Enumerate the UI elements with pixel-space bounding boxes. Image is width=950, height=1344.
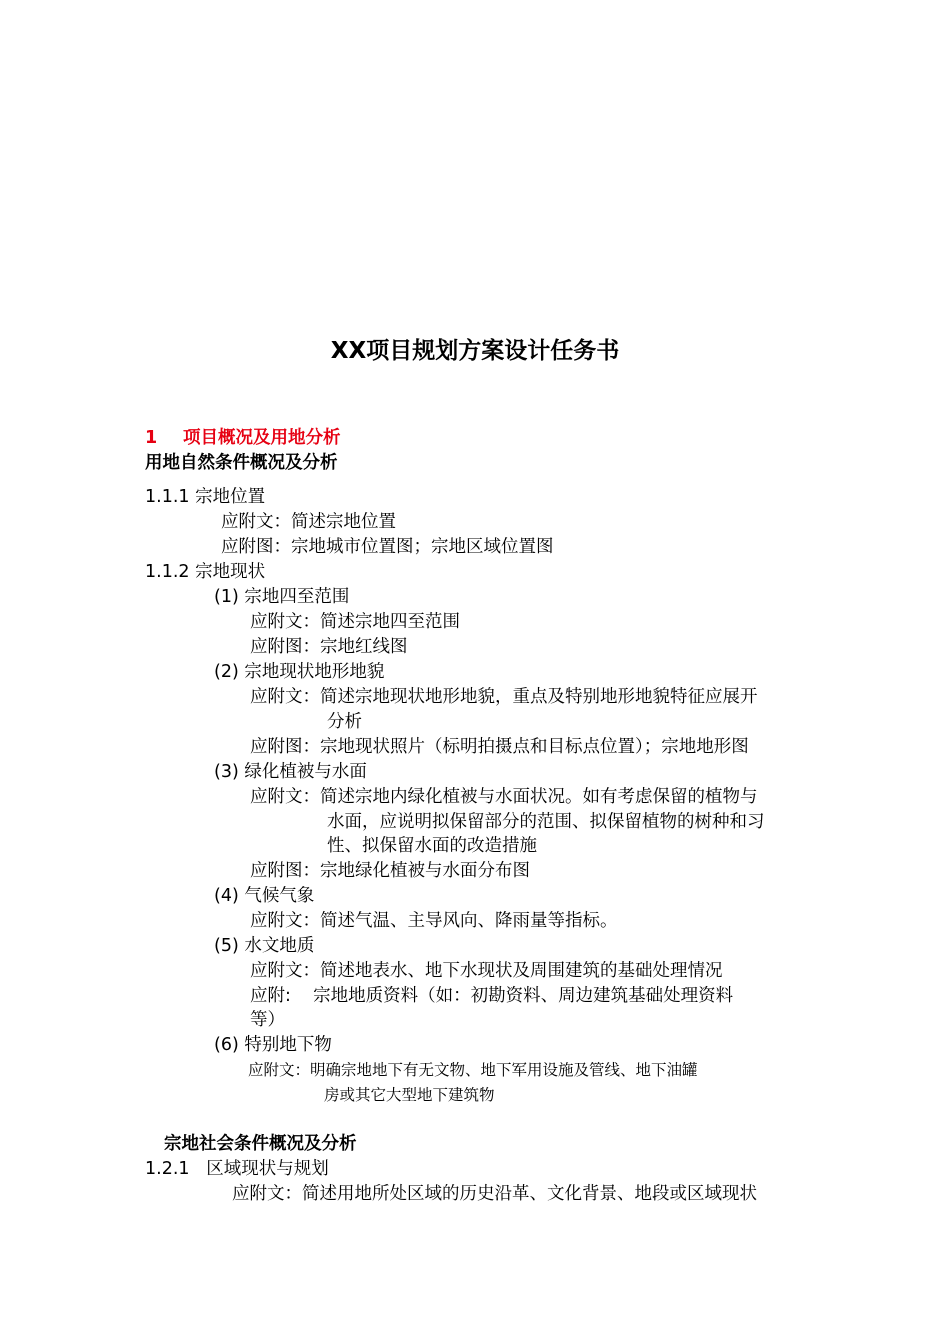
- text-requirement: 应附文：简述用地所处区域的历史沿革、文化背景、地段或区域现状: [232, 1184, 757, 1204]
- figure-requirement: 应附图：宗地红线图: [250, 637, 408, 657]
- text-requirement-continued: 房或其它大型地下建筑物: [324, 1086, 495, 1104]
- figure-requirement: 应附图：宗地城市位置图；宗地区域位置图: [221, 537, 554, 557]
- item-label: (2) 宗地现状地形地貌: [214, 662, 385, 682]
- section-heading: 项目概况及用地分析: [183, 428, 341, 448]
- section-number: 1: [145, 428, 158, 448]
- attachment-requirement: 应附: 宗地地质资料（如：初勘资料、周边建筑基础处理资料: [250, 986, 734, 1006]
- text-requirement: 应附文：简述宗地现状地形地貌，重点及特别地形地貌特征应展开: [250, 687, 758, 707]
- subsection-heading: 宗地社会条件概况及分析: [164, 1134, 357, 1154]
- clause-heading: 1.2.1 区域现状与规划: [145, 1159, 329, 1179]
- subsection-heading: 用地自然条件概况及分析: [145, 453, 338, 473]
- text-requirement-continued: 水面，应说明拟保留部分的范围、拟保留植物的树种和习: [327, 812, 765, 832]
- text-requirement: 应附文：简述宗地位置: [221, 512, 396, 532]
- figure-requirement: 应附图：宗地现状照片（标明拍摄点和目标点位置）；宗地地形图: [250, 737, 749, 757]
- text-requirement: 应附文：简述地表水、地下水现状及周围建筑的基础处理情况: [250, 961, 723, 981]
- text-requirement: 应附文：明确宗地地下有无文物、地下军用设施及管线、地下油罐: [248, 1061, 698, 1079]
- item-label: (6) 特别地下物: [214, 1035, 332, 1055]
- clause-heading: 1.1.1 宗地位置: [145, 487, 266, 507]
- document-title: XX项目规划方案设计任务书: [330, 338, 620, 364]
- text-requirement-continued: 分析: [327, 712, 362, 732]
- item-label: (1) 宗地四至范围: [214, 587, 350, 607]
- text-requirement: 应附文：简述宗地四至范围: [250, 612, 460, 632]
- item-label: (5) 水文地质: [214, 936, 315, 956]
- text-requirement: 应附文：简述气温、主导风向、降雨量等指标。: [250, 911, 618, 931]
- text-requirement-continued: 性、拟保留水面的改造措施: [327, 836, 537, 856]
- attachment-requirement-continued: 等）: [250, 1010, 285, 1030]
- text-requirement: 应附文：简述宗地内绿化植被与水面状况。如有考虑保留的植物与: [250, 787, 758, 807]
- clause-heading: 1.1.2 宗地现状: [145, 562, 266, 582]
- figure-requirement: 应附图：宗地绿化植被与水面分布图: [250, 861, 530, 881]
- item-label: (4) 气候气象: [214, 886, 315, 906]
- item-label: (3) 绿化植被与水面: [214, 762, 367, 782]
